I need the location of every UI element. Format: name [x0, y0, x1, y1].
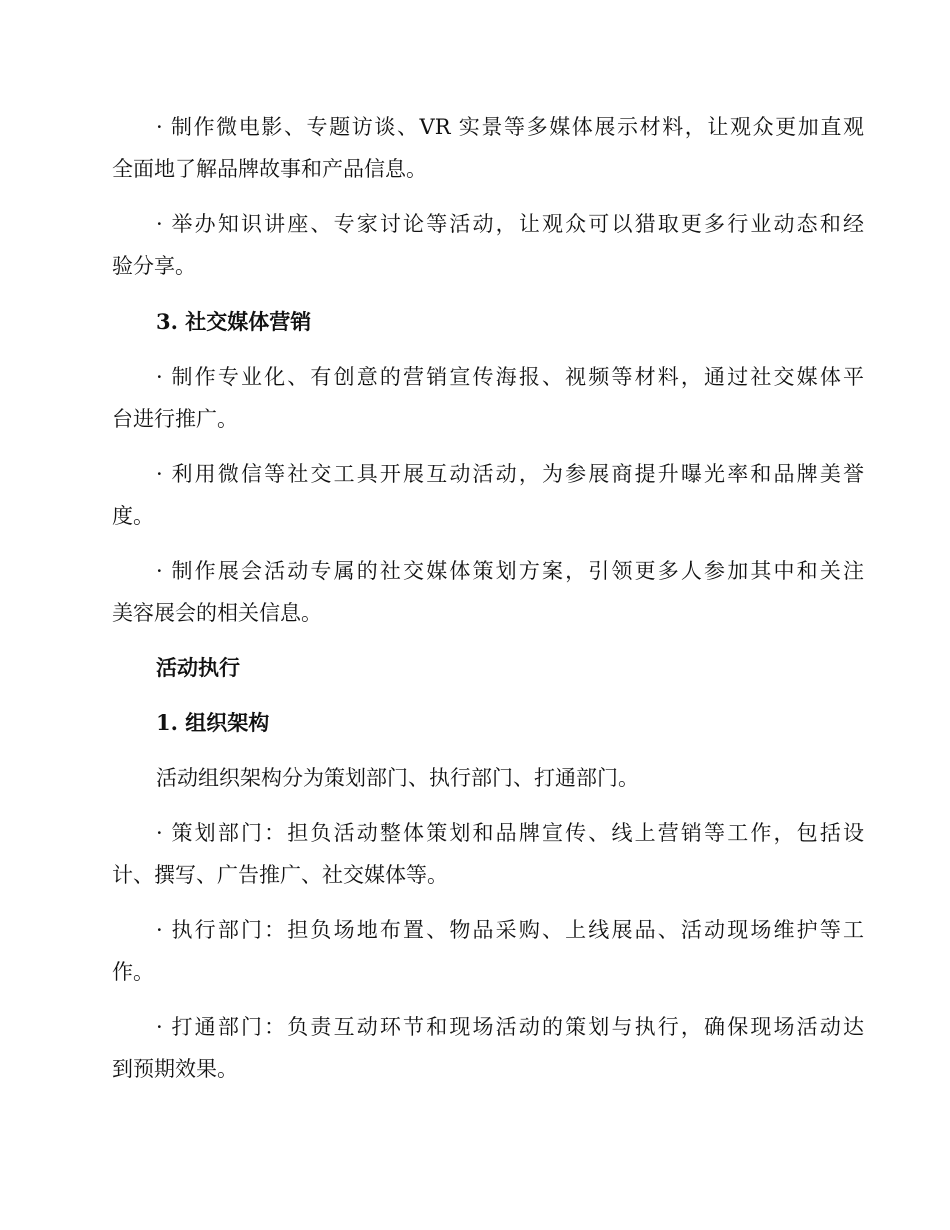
section-heading: 3. 社交媒体营销 — [156, 309, 312, 334]
paragraph-line: 验分享。 — [112, 254, 196, 278]
paragraph-line: · 利用微信等社交工具开展互动活动，为参展商提升曝光率和品牌美誉 — [156, 462, 864, 486]
subsection-heading: 1. 组织架构 — [156, 710, 270, 735]
paragraph-line: · 制作展会活动专属的社交媒体策划方案，引领更多人参加其中和关注 — [156, 559, 864, 583]
paragraph-line: 活动组织架构分为策划部门、执行部门、打通部门。 — [156, 766, 639, 790]
paragraph-line: 计、撰写、广告推广、社交媒体等。 — [112, 863, 448, 887]
paragraph-line: · 制作专业化、有创意的营销宣传海报、视频等材料，通过社交媒体平 — [156, 365, 864, 389]
paragraph-line: 美容展会的相关信息。 — [112, 601, 322, 625]
paragraph-line: 台进行推广。 — [112, 407, 238, 431]
paragraph-line: 度。 — [112, 504, 154, 528]
paragraph-line: · 举办知识讲座、专家讨论等活动，让观众可以猎取更多行业动态和经 — [156, 212, 864, 236]
paragraph-line: 到预期效果。 — [112, 1057, 238, 1081]
paragraph-line: · 执行部门：担负场地布置、物品采购、上线展品、活动现场维护等工 — [156, 918, 864, 942]
paragraph-line: 全面地了解品牌故事和产品信息。 — [112, 157, 427, 181]
paragraph-line: · 打通部门：负责互动环节和现场活动的策划与执行，确保现场活动达 — [156, 1015, 864, 1039]
paragraph-line: · 策划部门：担负活动整体策划和品牌宣传、线上营销等工作，包括设 — [156, 821, 864, 845]
section-heading: 活动执行 — [156, 655, 240, 680]
paragraph-line: · 制作微电影、专题访谈、VR 实景等多媒体展示材料，让观众更加直观 — [156, 115, 864, 139]
paragraph-line: 作。 — [112, 960, 154, 984]
